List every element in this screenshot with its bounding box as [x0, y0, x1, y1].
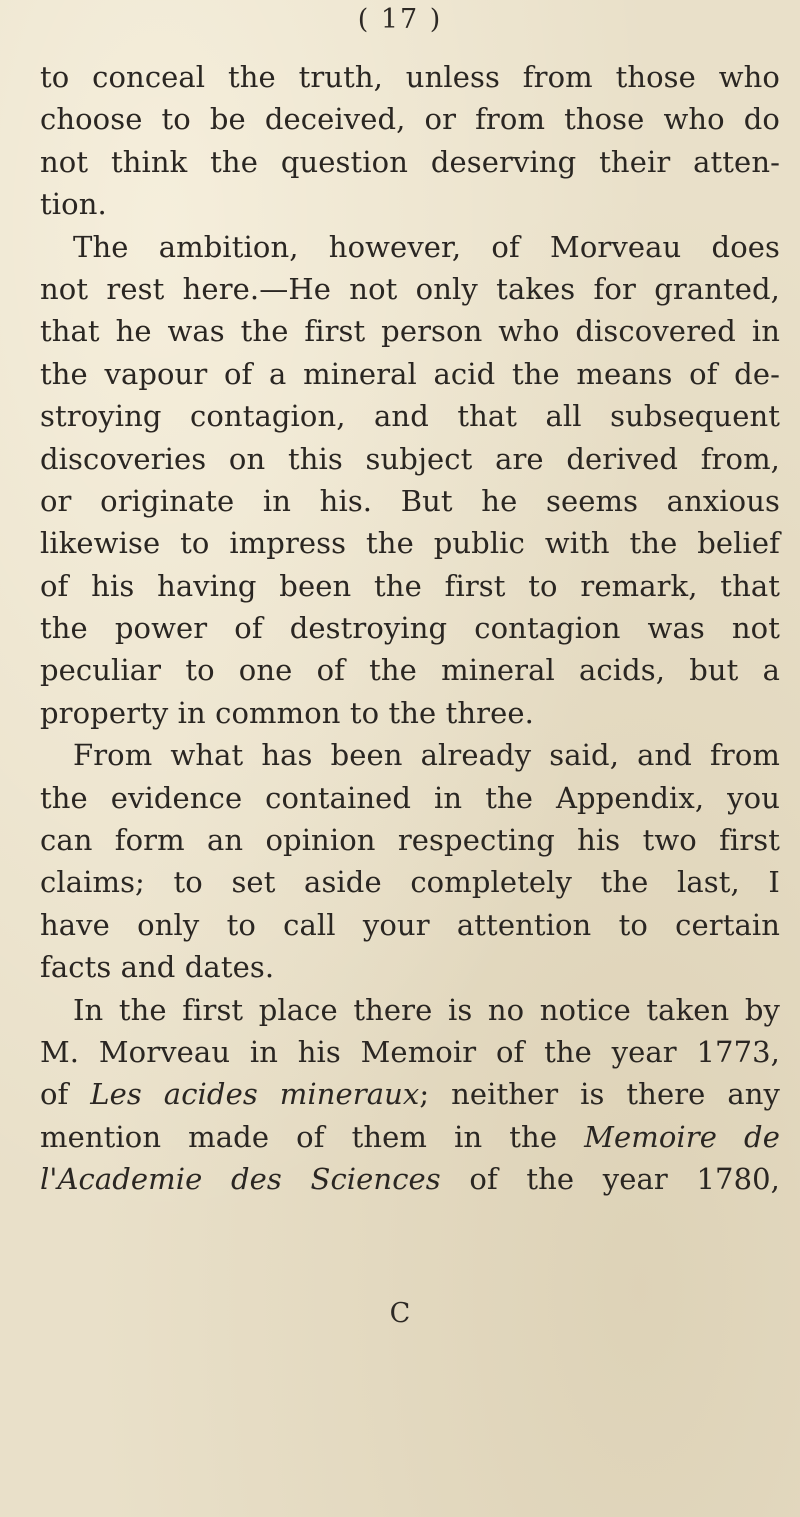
text-line [40, 1073, 780, 1115]
text-line: claims; to set aside completely the last, I [40, 865, 780, 900]
italic-text: Les acides mineraux [90, 1077, 420, 1112]
body-text [40, 56, 780, 1201]
signature-mark: C [389, 1298, 411, 1329]
text-line: From what has been already said, and from [73, 738, 780, 773]
text-line: peculiar to one of the mineral acids, but a [40, 653, 780, 688]
text-line: of his having been the first to remark, that [40, 568, 780, 603]
text-line: or originate in his. But he seems anxious [40, 483, 780, 518]
text-line: tion. [40, 187, 107, 222]
text-line: stroying contagion, and that all subsequent [40, 399, 780, 434]
text-line: facts and dates. [40, 950, 275, 985]
text-line: have only to call your attention to certain [40, 907, 780, 942]
text-line: discoveries on this subject are derived from, [40, 441, 780, 476]
text-line: In the first place there is no notice taken by [73, 992, 780, 1027]
text-line: the power of destroying contagion was not [40, 611, 780, 646]
text-line: choose to be deceived, or from those who do [40, 102, 780, 137]
text-run: mention made of them in the [40, 1119, 585, 1154]
text-line: M. Morveau in his Memoir of the year 1773, [40, 1034, 780, 1069]
text-line: property in common to the three. [40, 695, 534, 730]
text-line: The ambition, however, of Morveau does [73, 229, 780, 264]
text-run: of the year 1780, [440, 1162, 780, 1197]
text-line: that he was the first person who discovered in [40, 314, 780, 349]
text-line [40, 1158, 780, 1200]
text-run: ; neither is there any [419, 1077, 780, 1112]
text-line: likewise to impress the public with the belief [40, 526, 780, 561]
text-line: the vapour of a mineral acid the means of de- [40, 356, 780, 391]
text-line: to conceal the truth, unless from those who [40, 60, 780, 94]
text-run: of [40, 1077, 91, 1112]
text-line: not rest here.—He not only takes for granted, [40, 271, 780, 306]
text-line: not think the question deserving their atten- [40, 144, 780, 179]
text-line: the evidence contained in the Appendix, you [40, 780, 780, 815]
italic-text: l'Academie des Sciences [40, 1162, 441, 1197]
text-line: can form an opinion respecting his two first [40, 823, 780, 858]
italic-text: Memoire de [584, 1119, 780, 1154]
text-line [40, 1116, 780, 1158]
page-number: ( 17 ) [357, 4, 443, 35]
